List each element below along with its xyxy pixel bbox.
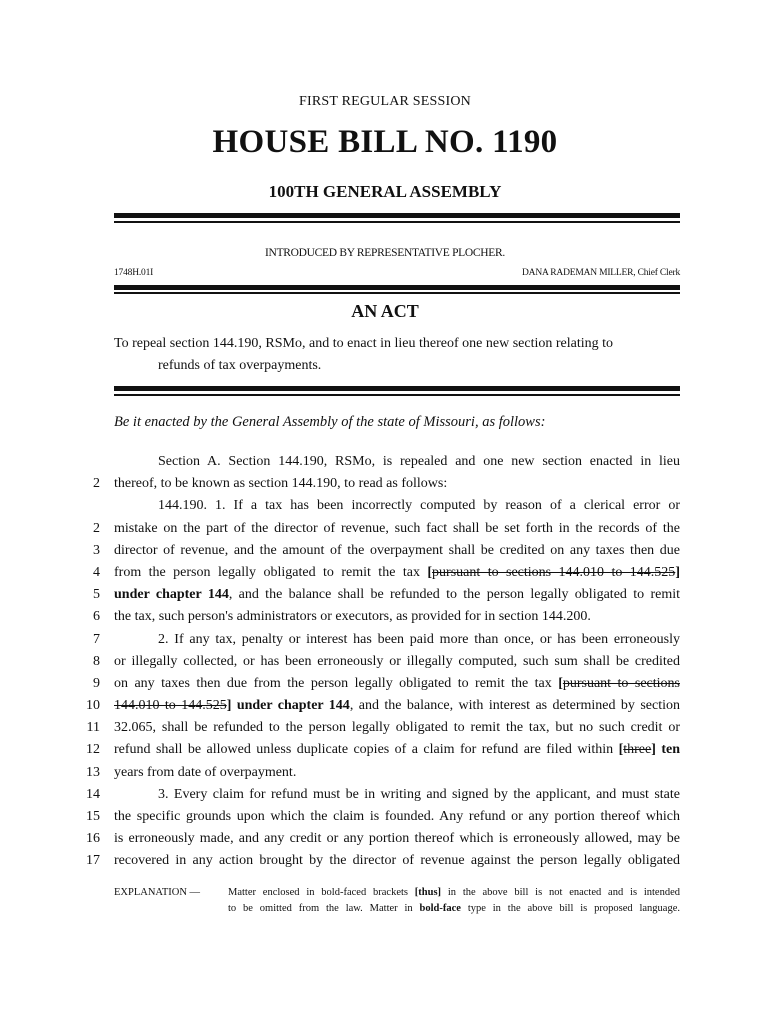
line-number: 10 bbox=[86, 698, 100, 714]
added-text: under chapter 144 bbox=[114, 587, 229, 603]
meta-rule-thick bbox=[114, 285, 680, 290]
line-text bbox=[114, 762, 680, 784]
line-number: 12 bbox=[86, 742, 100, 758]
line-text bbox=[114, 850, 680, 872]
line-segment: on any taxes then due from the person legally obligated to remit the tax bbox=[114, 675, 559, 691]
explanation-text: Matter enclosed in bold-faced brackets bbox=[228, 887, 415, 898]
explanation-bracket-example: [thus] bbox=[414, 887, 442, 898]
line-text bbox=[114, 717, 680, 739]
line-text bbox=[158, 495, 680, 517]
deleted-text: pursuant to sections bbox=[562, 675, 680, 691]
document-code: 1748H.01I bbox=[114, 268, 154, 278]
line-number: 2 bbox=[93, 520, 100, 536]
line-number: 14 bbox=[86, 786, 100, 802]
line-segment: , and the balance shall be refunded to the person legally obligated to remit bbox=[228, 587, 680, 603]
introduced-by: INTRODUCED BY REPRESENTATIVE PLOCHER. bbox=[265, 247, 505, 259]
line-text bbox=[114, 739, 680, 761]
added-text: [ bbox=[558, 675, 563, 691]
line-text bbox=[114, 540, 680, 562]
bill-line bbox=[0, 784, 770, 806]
bill-line bbox=[0, 762, 770, 784]
deleted-text: pursuant to sections 144.010 to 144.525 bbox=[432, 564, 676, 580]
line-number: 9 bbox=[93, 675, 100, 691]
act-purpose-line-1: To repeal section 144.190, RSMo, and to enact in lieu thereof one new section relating to bbox=[114, 336, 613, 351]
header-rule-thick bbox=[114, 213, 680, 218]
line-segment: mistake on the part of the director of revenue, such fact shall be set forth in the records of the bbox=[114, 520, 680, 536]
line-segment: the specific grounds upon which the claim is founded. Any refund or any portion thereof which bbox=[114, 809, 680, 824]
bill-line bbox=[0, 540, 770, 562]
line-number: 11 bbox=[86, 720, 100, 736]
deleted-text: three bbox=[623, 742, 652, 758]
explanation-text: in the above bill is not enacted and is intended bbox=[441, 887, 680, 898]
line-text bbox=[114, 651, 680, 673]
explanation-text: to be omitted from the law. Matter in bbox=[228, 903, 420, 914]
enacting-clause: Be it enacted by the General Assembly of the state of Missouri, as follows: bbox=[114, 414, 546, 430]
line-segment: years from date of overpayment. bbox=[114, 764, 297, 780]
bill-line bbox=[0, 850, 770, 872]
explanation-text: type in the above bill is proposed language. bbox=[460, 903, 680, 914]
explanation-line-2 bbox=[228, 901, 680, 917]
bill-line bbox=[0, 695, 770, 717]
bill-line bbox=[0, 673, 770, 695]
line-segment: refund shall be allowed unless duplicate copies of a claim for refund are filed within bbox=[114, 742, 619, 758]
line-number: 8 bbox=[93, 653, 100, 669]
line-segment: thereof, to be known as section 144.190, to read as follows: bbox=[114, 476, 448, 492]
bill-line bbox=[0, 584, 770, 606]
line-segment: from the person legally obligated to remit the tax bbox=[114, 564, 428, 580]
assembly-label: 100TH GENERAL ASSEMBLY bbox=[268, 182, 502, 201]
line-number: 2 bbox=[93, 476, 100, 492]
header-rule-thin bbox=[114, 221, 680, 223]
line-number: 3 bbox=[93, 542, 100, 558]
act-rule-thick bbox=[114, 386, 680, 391]
line-number: 4 bbox=[93, 564, 100, 580]
line-number: 13 bbox=[86, 764, 100, 780]
line-text bbox=[158, 784, 680, 806]
act-purpose-line-2: refunds of tax overpayments. bbox=[158, 358, 322, 373]
line-text bbox=[114, 518, 680, 540]
line-segment: Section A. Section 144.190, RSMo, is repealed and one new section enacted in lieu bbox=[158, 454, 680, 469]
line-segment: director of revenue, and the amount of the overpayment shall be credited on any taxes then due bbox=[114, 542, 680, 558]
bill-line bbox=[0, 828, 770, 850]
added-text: [ bbox=[618, 742, 624, 758]
line-text bbox=[158, 629, 680, 651]
chief-clerk: DANA RADEMAN MILLER, Chief Clerk bbox=[522, 268, 680, 278]
act-purpose bbox=[114, 333, 680, 377]
added-text: ] ten bbox=[651, 742, 680, 758]
line-number: 16 bbox=[86, 831, 100, 847]
bill-line bbox=[0, 651, 770, 673]
bill-line bbox=[0, 717, 770, 739]
explanation-line-1 bbox=[228, 885, 680, 901]
line-text bbox=[114, 673, 680, 695]
meta-rule-thin bbox=[114, 292, 680, 294]
act-heading: AN ACT bbox=[351, 301, 419, 321]
bill-line bbox=[0, 806, 770, 828]
added-text: [ bbox=[427, 564, 433, 580]
line-segment: the tax, such person's administrators or executors, as provided for in section 144.200. bbox=[114, 609, 591, 625]
line-number: 17 bbox=[86, 853, 100, 869]
line-text bbox=[114, 584, 680, 606]
bill-line bbox=[0, 606, 770, 628]
line-segment: 144.190. 1. If a tax has been incorrectly computed by reason of a clerical error or bbox=[158, 498, 680, 514]
line-segment: is erroneously made, and any credit or any portion thereof which is erroneously allowed, may be bbox=[114, 831, 680, 847]
line-number: 6 bbox=[93, 609, 100, 625]
bill-line bbox=[0, 562, 770, 584]
deleted-text: 144.010 to 144.525 bbox=[114, 698, 227, 714]
bill-line bbox=[0, 739, 770, 761]
line-segment: 32.065, shall be refunded to the person legally obligated to remit the tax, but no such credit or bbox=[114, 720, 680, 736]
bill-body bbox=[0, 451, 770, 873]
line-text bbox=[114, 828, 680, 850]
bill-line bbox=[0, 629, 770, 651]
line-text bbox=[114, 473, 680, 495]
line-text bbox=[114, 606, 680, 628]
line-segment: or illegally collected, or has been erroneously or illegally computed, such sum shall be credited bbox=[114, 653, 680, 669]
explanation-label: EXPLANATION — bbox=[114, 887, 201, 898]
added-text: ] bbox=[675, 564, 680, 580]
line-number: 7 bbox=[93, 631, 100, 647]
line-text bbox=[114, 806, 680, 828]
line-segment: recovered in any action brought by the director of revenue against the person legally obligated bbox=[114, 853, 680, 869]
line-segment: , and the balance, with interest as determined by section bbox=[349, 698, 681, 714]
explanation-boldface-example: bold-face bbox=[419, 903, 461, 914]
line-number: 5 bbox=[93, 587, 100, 603]
bill-line bbox=[0, 518, 770, 540]
line-text bbox=[114, 562, 680, 584]
bill-line bbox=[0, 473, 770, 495]
act-rule-thin bbox=[114, 394, 680, 396]
session-label: FIRST REGULAR SESSION bbox=[299, 94, 471, 109]
line-text bbox=[114, 695, 680, 717]
line-segment: 3. Every claim for refund must be in writing and signed by the applicant, and must state bbox=[158, 786, 680, 802]
line-number: 15 bbox=[86, 809, 100, 824]
added-text: ] under chapter 144 bbox=[226, 698, 350, 714]
bill-number: HOUSE BILL NO. 1190 bbox=[212, 124, 558, 160]
line-text bbox=[158, 451, 680, 473]
bill-line bbox=[0, 495, 770, 517]
bill-line bbox=[0, 451, 770, 473]
line-segment: 2. If any tax, penalty or interest has been paid more than once, or has been erroneously bbox=[158, 631, 680, 647]
